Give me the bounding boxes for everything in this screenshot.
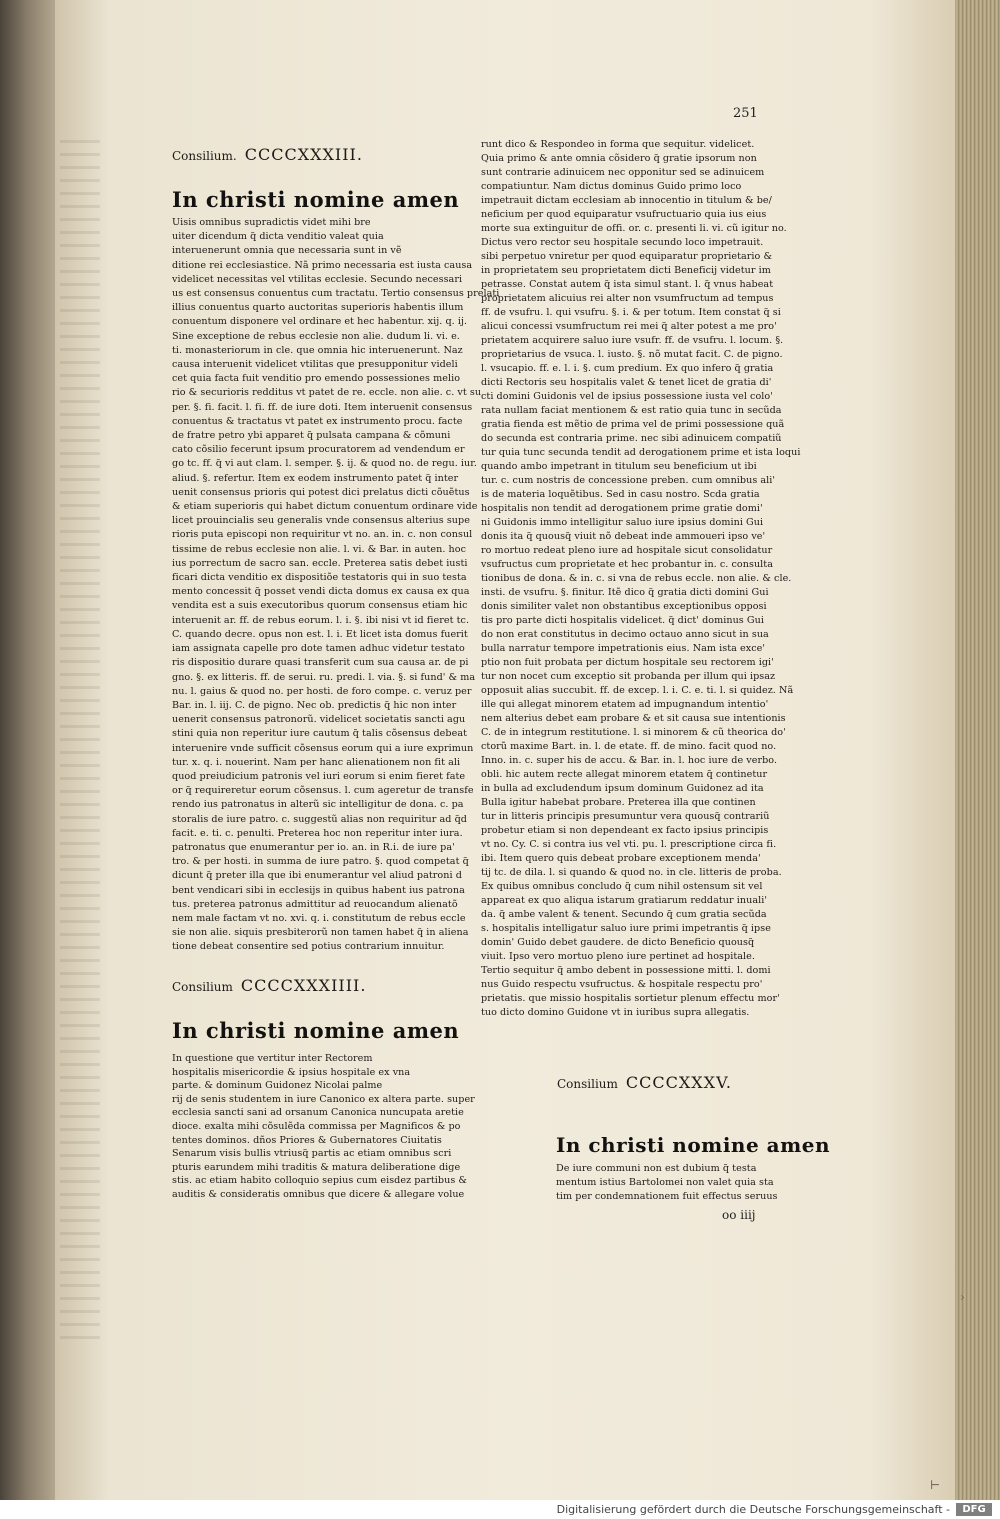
text-line: Ex quibus omnibus concludo q̃ cum nihil ostensum sit vel [481, 881, 763, 892]
text-line: Dictus vero rector seu hospitale secundo loco impetrauit. [481, 237, 764, 248]
text-line: hospitalis non tendit ad derogationem prime gratie domi' [481, 503, 763, 514]
text-line: in bulla ad excludendum ipsum dominum Guidonez ad ita [481, 783, 764, 794]
text-line: s. hospitalis intelligatur saluo iure primi impetrantis q̃ ipse [481, 923, 771, 934]
text-line: per. §. fi. facit. l. fi. ff. de iure doti. Item interuenit consensus [172, 401, 473, 413]
text-line: probetur etiam si non dependeant ex facto ipsius principis [481, 825, 769, 836]
text-line: tus. preterea patronus admittitur ad reuocandum alienatõ [172, 898, 458, 910]
text-line: pturis earundem mihi traditis & matura deliberatione dige [172, 1161, 461, 1173]
text-line: vsufructus cum proprietate et hec probantur in. c. consulta [481, 559, 773, 570]
consilium-number: CCCCXXXIIII. [240, 976, 367, 995]
consilium-435-text [556, 1162, 791, 1204]
text-line: l. vsucapio. ff. e. l. i. §. cum predium. Ex quo infero q̃ gratia [481, 363, 774, 374]
text-line: causa interuenit videlicet vtilitas que presupponitur videli [172, 359, 458, 371]
text-line: Sine exceptione de rebus ecclesie non alie. dudum li. vi. e. [172, 330, 460, 342]
show-through-text [60, 140, 100, 1340]
text-line: licet prouincialis seu generalis vnde consensus alterius supe [172, 515, 470, 527]
text-line: ni Guidonis immo intelligitur saluo iure ipsius domini Gui [481, 517, 764, 528]
text-line: ibi. Item quero quis debeat probare exceptionem menda' [481, 853, 761, 864]
consilium-434-title: In christi nomine amen [172, 1018, 460, 1043]
text-line: appareat ex quo aliqua istarum gratiarum reddatur inuali' [481, 895, 768, 906]
text-line: Tertio sequitur q̃ ambo debent in possessione mitti. l. domi [481, 965, 771, 976]
text-line: C. quando decre. opus non est. l. i. Et licet ista domus fuerit [172, 628, 468, 640]
text-line: go tc. ff. q̃ vi aut clam. l. semper. §. ij. & quod no. de regu. iur. [172, 458, 477, 470]
text-line: impetrauit dictam ecclesiam ab innocentio in titulum & be/ [481, 195, 772, 206]
text-line: ro mortuo redeat pleno iure ad hospitale sicut consolidatur [481, 545, 773, 556]
text-line: bent vendicari sibi in ecclesijs in quibus habent ius patrona [172, 884, 465, 896]
text-line: ctorũ maxime Bart. in. l. de etate. ff. de mino. facit quod no. [481, 741, 777, 752]
text-line: tij tc. de dila. l. si quando & quod no. in cle. litteris de proba. [481, 867, 782, 878]
text-line: tur quia tunc secunda tendit ad derogationem prime et ista loqui [481, 447, 801, 458]
text-line: domin' Guido debet gaudere. de dicto Beneficio quousq̃ [481, 937, 755, 948]
text-line: Bulla igitur habebat probare. Preterea illa que continen [481, 797, 756, 808]
text-line: ff. de vsufru. l. qui vsufru. §. i. & per totum. Item constat q̃ si [481, 307, 781, 318]
text-line: patronatus que enumerantur per io. an. in R.i. de iure pa' [172, 841, 455, 853]
text-line: nu. l. gaius & quod no. per hosti. de foro compe. c. veruz per [172, 685, 472, 697]
text-line: gratia fienda est mẽtio de prima vel de primi possessione quã [481, 419, 785, 430]
text-line: tuo dicto domino Guidone vt in iuribus supra allegatis. [481, 1007, 750, 1018]
consilium-434-text [172, 1052, 475, 1202]
text-line: Bar. in. l. iij. C. de pigno. Nec ob. predictis q̃ hic non inter [172, 699, 457, 711]
text-line: donis similiter valet non obstantibus exceptionibus opposi [481, 601, 767, 612]
text-line: in proprietatem seu proprietatem dicti Beneficij videtur im [481, 265, 771, 276]
text-line: obli. hic autem recte allegat minorem etatem q̃ continetur [481, 769, 768, 780]
dfg-logo: DFG [956, 1503, 992, 1516]
consilium-label: Consilium [557, 1077, 618, 1091]
text-line: iam assignata capelle pro dote tamen adhuc videtur testato [172, 643, 465, 655]
text-line: dioce. exalta mihi cõsulẽda commissa per Magnificos & po [172, 1120, 461, 1132]
text-line: donis ita q̃ quousq̃ viuit nõ debeat inde ammoueri ipso ve' [481, 531, 766, 542]
text-line: Senarum visis bullis vtriusq̃ partis ac etiam omnibus scri [172, 1148, 452, 1160]
text-line: tim per condemnationem fuit effectus seruus [556, 1191, 778, 1202]
text-line: storalis de iure patro. c. suggestũ alias non requiritur ad q̃d [172, 813, 467, 825]
text-line: rendo ius patronatus in alterũ sic intelligitur de dona. c. pa [172, 799, 464, 811]
text-line: Quia primo & ante omnia cõsidero q̃ gratie ipsorum non [481, 153, 757, 164]
text-line: proprietarius de vsuca. l. iusto. §. nõ mutat facit. C. de pigno. [481, 349, 783, 360]
text-line: conuentus & tractatus vt patet ex instrumento procu. facte [172, 415, 463, 427]
text-line: petrasse. Constat autem q̃ ista simul stant. l. q̃ vnus habeat [481, 279, 774, 290]
consilium-label: Consilium. [172, 149, 237, 163]
text-line: prietatem acquirere saluo iure vsufr. ff. de vsufru. l. locum. §. [481, 335, 784, 346]
text-line: nem alterius debet eam probare & et sit causa sue intentionis [481, 713, 786, 724]
consilium-433-heading [172, 145, 363, 164]
right-column-text [481, 138, 801, 1020]
crop-mark: ⊢ [930, 1478, 941, 1492]
text-line: do non erat constitutus in decimo octauo anno sicut in sua [481, 629, 769, 640]
text-line: quod preiudicium patronis vel iuri eorum si enim fieret fate [172, 770, 466, 782]
text-line: De iure communi non est dubium q̃ testa [556, 1163, 757, 1174]
text-line: tione debeat consentire sed potius contrarium innuitur. [172, 941, 445, 953]
text-line: rij de senis studentem in iure Canonico ex altera parte. super [172, 1093, 475, 1105]
text-line: us est consensus conuentus cum tractatu. Tertio consensus prelati [172, 288, 500, 300]
text-line: hospitalis misericordie & ipsius hospitale ex vna [172, 1066, 411, 1078]
text-line: tissime de rebus ecclesie non alie. l. vi. & Bar. in auten. hoc [172, 543, 467, 555]
text-line: tentes dominos. dños Priores & Gubernatores Ciuitatis [172, 1134, 442, 1146]
text-line: compatiuntur. Nam dictus dominus Guido primo loco [481, 181, 742, 192]
text-line: conuentum disponere vel ordinare et hec habentur. xij. q. ij. [172, 316, 468, 328]
text-line: alicui concessi vsumfructum rei mei q̃ alter potest a me pro' [481, 321, 777, 332]
text-line: rioris puta episcopi non requiritur vt no. an. in. c. non consul [172, 529, 473, 541]
text-line: ptio non fuit probata per dictum hospitale seu rectorem igi' [481, 657, 774, 668]
consilium-435-heading [557, 1073, 732, 1092]
consilium-435-title: In christi nomine amen [556, 1133, 831, 1157]
text-line: sunt contrarie adinuicem nec opponitur sed se adinuicem [481, 167, 765, 178]
text-line: nus Guido respectu vsufructus. & hospitale respectu pro' [481, 979, 763, 990]
text-line: viuit. Ipso vero mortuo pleno iure pertinet ad hospitale. [481, 951, 755, 962]
text-line: dicunt q̃ preter illa que ibi enumerantur vel aliud patroni d [172, 870, 462, 882]
text-line: tur. c. cum nostris de concessione preben. cum omnibus ali' [481, 475, 776, 486]
text-line: uenit consensus prioris qui potest dici prelatus dicti cõuẽtus [172, 486, 470, 498]
crop-mark: › [960, 1290, 965, 1304]
text-line: runt dico & Respondeo in forma que sequitur. videlicet. [481, 139, 755, 150]
text-line: de fratre petro ybi apparet q̃ pulsata campana & cõmuni [172, 430, 451, 442]
text-line: cti domini Guidonis vel de ipsius possessione iusta vel colo' [481, 391, 773, 402]
text-line: ti. monasteriorum in cle. que omnia hic interuenerunt. Naz [172, 344, 463, 356]
consilium-433-text [172, 216, 500, 955]
text-line: Uisis omnibus supradictis videt mihi bre [172, 217, 371, 228]
text-line: uenerit consensus patronorũ. videlicet societatis sancti agu [172, 714, 466, 726]
consilium-number: CCCCXXXIII. [244, 145, 363, 164]
text-line: ris dispositio durare quasi transferit cum sua causa ar. de pi [172, 657, 469, 669]
consilium-434-heading [172, 976, 366, 995]
text-line: C. de in integrum restitutione. l. si minorem & cũ theorica do' [481, 727, 786, 738]
text-line: tur. x. q. i. nouerint. Nam per hanc alienationem non fit ali [172, 756, 461, 768]
text-line: vt no. Cy. C. si contra ius vel vti. pu. l. prescriptione circa fi. [481, 839, 777, 850]
text-line: bulla narratur tempore impetrationis eius. Nam ista exce' [481, 643, 766, 654]
page-edges [955, 0, 1000, 1500]
text-line: prietatis. que missio hospitalis sortietur plenum effectu mor' [481, 993, 780, 1004]
text-line: morte sua extinguitur de offi. or. c. presenti li. vi. cũ igitur no. [481, 223, 787, 234]
text-line: tis pro parte dicti hospitalis videlicet. q̃ dict' dominus Gui [481, 615, 764, 626]
text-line: rata nullam faciat mentionem & est ratio quia tunc in secũda [481, 405, 782, 416]
consilium-number: CCCCXXXV. [625, 1073, 732, 1092]
text-line: do secunda est contraria prime. nec sibi adinuicem compatiũ [481, 433, 782, 444]
text-line: tionibus de dona. & in. c. si vna de rebus eccle. non alie. & cle. [481, 573, 792, 584]
text-line: ecclesia sancti sani ad orsanum Canonica nuncupata aretie [172, 1107, 464, 1119]
text-line: videlicet necessitas vel vtilitas ecclesie. Secundo necessari [172, 273, 463, 285]
text-line: is de materia loquẽtibus. Sed in casu nostro. Scda gratia [481, 489, 760, 500]
text-line: auditis & consideratis omnibus que dicere & allegare volue [172, 1188, 465, 1200]
text-line: da. q̃ ambe valent & tenent. Secundo q̃ cum gratia secũda [481, 909, 767, 920]
text-line: neficium per quod equiparatur vsufructuario quia ius eius [481, 209, 767, 220]
text-line: interuenire vnde sufficit cõsensus eorum qui a iure exprimun [172, 742, 474, 754]
page-number: 251 [733, 106, 758, 121]
text-line: sibi perpetuo vniretur per quod equiparatur proprietario & [481, 251, 773, 262]
text-line: ficari dicta venditio ex dispositiõe testatoris qui in suo testa [172, 572, 467, 584]
text-line: interuenit ar. ff. de rebus eorum. l. i. §. ibi nisi vt id fieret tc. [172, 614, 470, 626]
consilium-433-title: In christi nomine amen [172, 187, 460, 212]
footer-text: Digitalisierung gefördert durch die Deutsche Forschungsgemeinschaft - [556, 1503, 950, 1516]
text-line: dicti Rectoris seu hospitalis valet & tenet licet de gratia di' [481, 377, 772, 388]
text-line: aliud. §. refertur. Item ex eodem instrumento patet q̃ inter [172, 472, 459, 484]
text-line: proprietatem alicuius rei alter non vsumfructum ad tempus [481, 293, 774, 304]
text-line: Inno. in. c. super his de accu. & Bar. in. l. hoc iure de verbo. [481, 755, 778, 766]
text-line: tro. & per hosti. in summa de iure patro. §. quod competat q̃ [172, 856, 469, 868]
text-line: rio & securioris redditus vt patet de re. eccle. non alie. c. vt su [172, 387, 482, 399]
text-line: stis. ac etiam habito colloquio sepius cum eisdez partibus & [172, 1175, 467, 1187]
text-line: In questione que vertitur inter Rectorem [172, 1053, 373, 1064]
text-line: stini quia non reperitur iure cautum q̃ talis cõsensus debeat [172, 728, 467, 740]
text-line: interuenerunt omnia que necessaria sunt in vẽ [172, 245, 402, 257]
text-line: insti. de vsufru. §. finitur. Itẽ dico q̃ gratia dicti domini Gui [481, 587, 769, 598]
text-line: or q̃ requireretur eorum cõsensus. l. cum ageretur de transfe [172, 785, 474, 797]
text-line: & etiam superioris qui habet dictum conuentum ordinare vide [172, 501, 478, 513]
text-line: tur non nocet cum exceptio sit probanda per illum qui ipsaz [481, 671, 776, 682]
text-line: mentum istius Bartolomei non valet quia sta [556, 1177, 774, 1188]
text-line: ius porrectum de sacro san. eccle. Preterea satis debet iusti [172, 557, 468, 569]
text-line: uiter dicendum q̃ dicta venditio valeat quia [172, 231, 384, 243]
text-line: nem male factam vt no. xvi. q. i. constitutum de rebus eccle [172, 912, 466, 924]
text-line: tur in litteris principis presumuntur vera quousq̃ contrariũ [481, 811, 770, 822]
digitization-footer [0, 1500, 1000, 1519]
text-line: opposuit alias succubit. ff. de excep. l. i. C. e. ti. l. si quidez. Nã [481, 685, 794, 696]
consilium-label: Consilium [172, 980, 233, 994]
text-line: gno. §. ex litteris. ff. de serui. ru. predi. l. via. §. si fund' & ma [172, 671, 476, 683]
text-line: mento concessit q̃ posset vendi dicta domus ex causa ex qua [172, 586, 470, 598]
signature-mark: oo iiij [722, 1208, 756, 1222]
text-line: facit. e. ti. c. penulti. Preterea hoc non reperitur inter iura. [172, 827, 463, 839]
text-line: ditione rei ecclesiastice. Nã primo necessaria est iusta causa [172, 259, 473, 271]
text-line: parte. & dominum Guidonez Nicolai palme [172, 1080, 383, 1092]
text-line: cato cõsilio fecerunt ipsum procuratorem ad vendendum er [172, 444, 465, 456]
text-line: illius conuentus quarto auctoritas superioris habentis illum [172, 302, 464, 314]
text-line: cet quia facta fuit venditio pro emendo possessiones melio [172, 373, 461, 385]
text-line: ille qui allegat minorem etatem ad impugnandum intentio' [481, 699, 769, 710]
text-line: sie non alie. siquis presbiterorũ non tamen habet q̃ in aliena [172, 927, 469, 939]
text-line: quando ambo impetrant in titulum seu beneficium ut ibi [481, 461, 757, 472]
text-line: vendita est a suis executoribus quorum consensus etiam hic [172, 600, 468, 612]
